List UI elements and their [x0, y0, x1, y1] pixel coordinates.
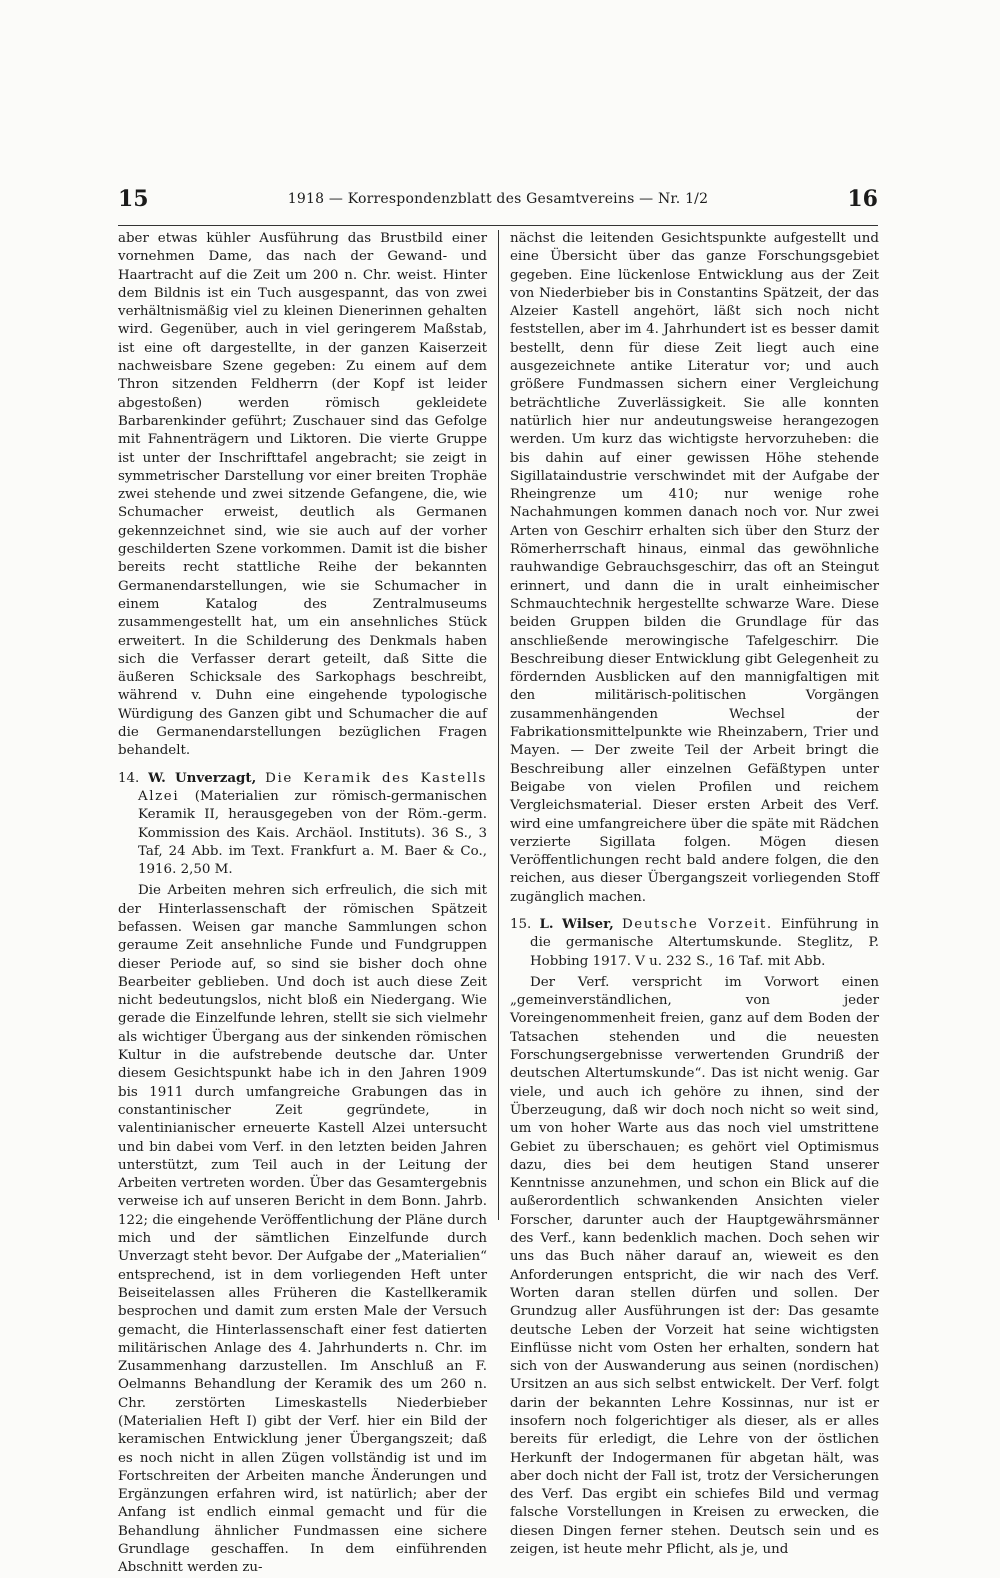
header-rule: [118, 225, 878, 226]
entry-number: 15.: [510, 916, 532, 932]
entry-title: Die Keramik des Kastells Alzei: [138, 770, 487, 804]
left-column: [118, 230, 488, 1576]
bibliography-entry-15: [510, 915, 879, 971]
page-number-right: 16: [847, 186, 878, 212]
paragraph: nächst die leitenden Gesichtspunkte aufgestellt und eine Übersicht über das ganze Forschungsgebiet gegeben. Eine lückenlose Entwicklung aus der Zeit von Niederbieber bis in Constantins Spätzeit, der das Alzeier Kastell angehört, läßt sich noch nicht feststellen, aber im 4. Jahrhundert ist es besser damit bestellt, denn für diese Zeit liegt auch eine ausgezeichnete antike Literatur vor; und auch größere Fundmassen sichern einer Vergleichung beträchtliche Zuverlässigkeit. Sie alle konnten natürlich hier nur andeutungsweise herangezogen werden. Um kurz das wichtigste hervorzuheben: die bis dahin auf einer gewissen Höhe stehende Sigillataindustrie verschwindet mit der Aufgabe der Rheingrenze um 410; nur wenige rohe Nachahmungen kommen danach noch vor. Nur zwei Arten von Geschirr erhalten sich über den Sturz der Römerherrschaft hinaus, einmal das gewöhnliche rauhwandige Gebrauchsgeschirr, das oft an Steingut erinnert, und dann die in uralt einheimischer Schmauchtechnik hergestellte schwarze Ware. Diese beiden Gruppen bilden die Grundlage für das anschließende merowingische Tafelgeschirr. Die Beschreibung dieser Entwicklung gibt Gelegenheit zu fördernden Ausblicken auf den mannigfaltigen mit den militärisch-politischen Vorgängen zusammenhängenden Wechsel der Fabrikationsmittelpunkte wie Rheinzabern, Trier und Mayen. — Der zweite Teil der Arbeit bringt die Beschreibung aller einzelnen Gefäßtypen unter Beigabe von vielen Profilen und reichem Vergleichsmaterial. Dieser ersten Arbeit des Verf. wird eine umfangreichere über die späte mit Rädchen verzierte Sigillata folgen. Mögen diesen Veröffentlichungen recht bald andere folgen, die den reichen, aus dieser Übergangszeit vorliegenden Stoff zugänglich machen.: [510, 231, 879, 905]
page-number-left: 15: [118, 186, 149, 212]
paragraph: Der Verf. verspricht im Vorwort einen „gemeinverständlichen, von jeder Voreingenommenheit freien, ganz auf dem Boden der Tatsachen stehenden und die neuesten Forschungsergebnisse verwertenden Grundriß der deutschen Altertumskunde“. Das ist nicht wenig. Gar viele, und auch ich gehöre zu ihnen, sind der Überzeugung, daß wir doch noch nicht so weit sind, um von hoher Warte aus das noch viel umstrittene Gebiet zu überschauen; es gehört viel Optimismus dazu, dies bei dem heutigen Stand unserer Kenntnisse anzunehmen, und schon ein Blick auf die außerordentlich schwankenden Ansichten vieler Forscher, darunter auch der Hauptgewährsmänner des Verf., kann bedenklich machen. Doch sehen wir uns das Buch näher darauf an, wieweit es den Anforderungen entspricht, die wir nach des Verf. Worten daran stellen dürfen und sollen. Der Grundzug aller Ausführungen ist der: Das gesamte deutsche Leben der Vorzeit hat seine wichtigsten Einflüsse nicht vom Osten her erhalten, sondern hat sich von der Auswanderung aus seinen (nordischen) Ursitzen an aus sich selbst entwickelt. Der Verf. folgt darin der bekannten Lehre Kossinnas, nur ist er insofern noch folgerichtiger als dieser, als er alles bereits für erledigt, die Lehre von der östlichen Herkunft der Indogermanen für abgetan hält, was aber doch nicht der Fall ist, trotz der Versicherungen des Verf. Das ergibt ein schiefes Bild und vermag falsche Vorstellungen in Kreisen zu erwecken, die diesen Dingen ferner stehen. Deutsch sein und es zeigen, ist heute mehr Pflicht, als je, und: [510, 974, 879, 1558]
entry-title: Deutsche Vorzeit.: [621, 916, 773, 932]
running-title: 1918 — Korrespondenzblatt des Gesamtvereins — Nr. 1/2: [287, 191, 709, 207]
paragraph: Die Arbeiten mehren sich erfreulich, die sich mit der Hinterlassenschaft der römischen Spätzeit befassen. Weisen gar manche Sammlungen schon geraume Zeit ansehnliche Funde und Fundgruppen dieser Periode auf, so sind sie bisher doch ohne Bearbeiter geblieben. Und doch ist auch diese Zeit nicht bedeutungslos, nicht bloß ein Niedergang. Wie gerade die Einzelfunde lehren, stellt sie sich vielmehr als wichtiger Übergang aus der sinkenden römischen Kultur in die aufstrebende deutsche dar. Unter diesem Gesichtspunkt habe ich in den Jahren 1909 bis 1911 durch umfangreiche Grabungen das in constantinischer Zeit gegründete, in valentinianischer erneuerte Kastell Alzei untersucht und bin dabei vom Verf. in den letzten beiden Jahren unterstützt, zum Teil auch in der Leitung der Arbeiten vertreten worden. Über das Gesamtergebnis verweise ich auf unseren Bericht in dem Bonn. Jahrb. 122; die eingehende Veröffentlichung der Pläne durch mich und der sämtlichen Einzelfunde durch Unverzagt steht bevor. Der Aufgabe der „Materialien“ entsprechend, ist in dem vorliegenden Heft unter Beiseitelassen alles Früheren die Kastellkeramik besprochen und damit zum ersten Male der Versuch gemacht, die Hinterlassenschaft einer fest datierten militärischen Anlage des 4. Jahrhunderts n. Chr. im Zusammenhang darzustellen. Im Anschluß an F. Oelmanns Behandlung der Keramik des um 260 n. Chr. zerstörten Limeskastells Niederbieber (Materialien Heft I) gibt der Verf. hier ein Bild der keramischen Entwicklung jener Übergangszeit; daß es noch nicht in allen Zügen vollständig ist und im Fortschreiten der Arbeiten manche Änderungen und Ergänzungen erfahren wird, ist natürlich; aber der Anfang ist endlich einmal gemacht und für die Behandlung ähnlicher Fundmassen eine sichere Grundlage geschaffen. In dem einführenden Abschnitt werden zu-: [118, 883, 487, 1576]
bibliography-entry-14: [118, 769, 487, 880]
entry-details: Einführung in die germanische Altertumskunde. Steglitz, P. Hobbing 1917. V u. 232 S., 16 Taf. mit Abb.: [530, 916, 879, 969]
right-column: [510, 230, 879, 1558]
entry-number: 14.: [118, 770, 140, 786]
entry-author: L. Wilser,: [539, 915, 614, 932]
entry-author: W. Unverzagt,: [148, 769, 257, 786]
page-header: [118, 186, 878, 212]
paragraph: aber etwas kühler Ausführung das Brustbild einer vornehmen Dame, das nach der Gewand- und Haartracht auf die Zeit um 200 n. Chr. weist. Hinter dem Bildnis ist ein Tuch ausgespannt, das von zwei verhältnismäßig viel zu kleinen Dienerinnen gehalten wird. Gegenüber, auch in viel geringerem Maßstab, ist eine oft dargestellte, in der ganzen Kaiserzeit nachweisbare Szene gegeben: Zu einem auf dem Thron sitzenden Feldherrn (der Kopf ist leider abgestoßen) werden römisch gekleidete Barbarenkinder geführt; Zuschauer sind das Gefolge mit Fahnenträgern und Liktoren. Die vierte Gruppe ist unter der Inschrifttafel angebracht; sie zeigt in symmetrischer Darstellung vor einer breiten Trophäe zwei stehende und zwei sitzende Gefangene, die, wie Schumacher erweist, deutlich als Germanen gekennzeichnet sind, wie sie auch auf der vorher geschilderten Szene vorkommen. Damit ist die bisher bereits recht stattliche Reihe der bekannten Germanendarstellungen, wie sie Schumacher in einem Katalog des Zentralmuseums zusammengestellt hat, um ein ansehnliches Stück erweitert. In die Schilderung des Denkmals haben sich die Verfasser derart geteilt, daß Sitte die äußeren Schicksale des Sarkophags beschreibt, während v. Duhn eine eingehende typologische Würdigung des Ganzen gibt und Schumacher die auf die Germanendarstellungen bezüglichen Fragen behandelt.: [118, 231, 487, 759]
entry-details: (Materialien zur römisch-germanischen Keramik II, herausgegeben von der Röm.-germ. Kommission des Kais. Archäol. Instituts). 36 S., 3 Taf, 24 Abb. im Text. Frankfurt a. M. Baer & Co., 1916. 2,50 M.: [138, 788, 488, 878]
column-divider: [498, 230, 499, 1220]
